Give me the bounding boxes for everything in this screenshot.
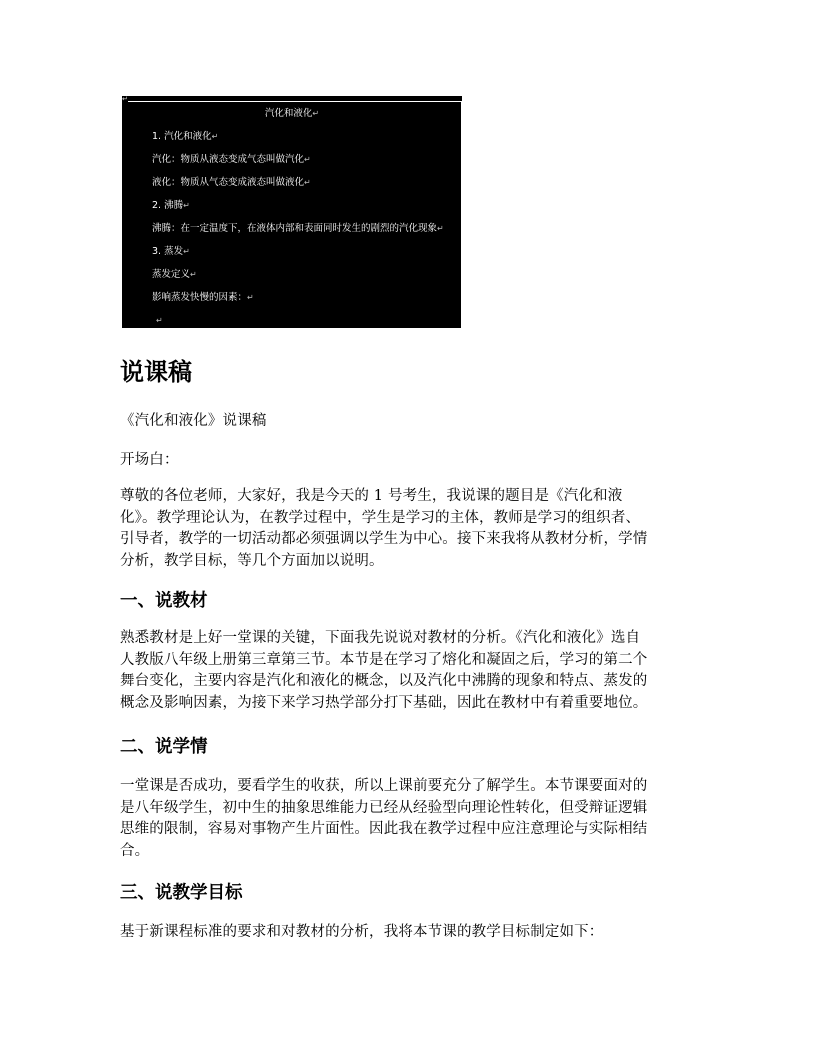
paragraph-mark-icon: ↵ — [183, 247, 190, 256]
section-heading-textbook: 一、说教材 — [120, 591, 208, 611]
board-line — [152, 177, 311, 189]
paragraph-line: 一堂课是否成功，要看学生的收获，所以上课前要充分了解学生。本节课要面对的 — [120, 778, 648, 794]
students-paragraph — [120, 776, 700, 862]
board-line-text: 汽化：物质从液态变成气态叫做汽化 — [152, 154, 305, 165]
paragraph-line: 是八年级学生，初中生的抽象思维能力已经从经验型向理论性转化，但受辩证逻辑 — [120, 799, 648, 816]
board-title: 汽化和液化 — [264, 108, 313, 119]
paragraph-mark-icon: ↵ — [156, 316, 163, 325]
paragraph-line: 尊敬的各位老师，大家好，我是今天的 1 号考生，我说课的题目是《汽化和液 — [120, 488, 623, 504]
paragraph-mark-icon: ↵ — [211, 132, 219, 141]
objectives-paragraph — [120, 922, 700, 944]
board-line — [152, 223, 444, 235]
board-right-border — [461, 101, 462, 328]
board-line-text: 液化：物质从气态变成液态叫做液化 — [152, 177, 305, 188]
blackboard-image — [122, 96, 462, 328]
paragraph-line: 概念及影响因素，为接下来学习热学部分打下基础，因此在教材中有着重要地位。 — [120, 694, 648, 711]
paragraph-line: 思维的限制，容易对事物产生片面性。因此我在教学过程中应注意理论与实际相结 — [120, 821, 648, 838]
paragraph-line: 人教版八年级上册第三章第三节。本节是在学习了熔化和凝固之后，学习的第二个 — [120, 651, 648, 668]
board-line — [156, 315, 163, 327]
paragraph-line: 熟悉教材是上好一堂课的关键，下面我先说说对教材的分析。《汽化和液化》选自 — [120, 630, 641, 646]
board-line-text: 蒸发定义 — [152, 269, 191, 280]
board-line-text: 影响蒸发快慢的因素： — [152, 292, 248, 303]
board-line-text: 2. 沸腾 — [152, 200, 184, 211]
opening-label — [120, 450, 700, 472]
paragraph-line: 基于新课程标准的要求和对教材的分析，我将本节课的教学目标制定如下： — [120, 924, 604, 940]
board-line — [152, 292, 254, 304]
board-line — [152, 131, 218, 143]
paragraph-line: 《汽化和液化》说课稿 — [120, 413, 267, 429]
paragraph-line: 分析，教学目标，等几个方面加以说明。 — [120, 552, 384, 569]
paragraph-mark-icon: ↵ — [122, 95, 128, 103]
opening-paragraph — [120, 486, 700, 572]
paragraph-line: 化》。教学理论认为，在教学过程中，学生是学习的主体，教师是学习的组织者、 — [120, 509, 641, 526]
board-line — [152, 269, 197, 281]
board-line-text: 3. 蒸发 — [152, 246, 184, 257]
lesson-subtitle — [120, 411, 700, 433]
paragraph-mark-icon: ↵ — [437, 224, 444, 233]
section-heading-students: 二、说学情 — [120, 737, 208, 757]
board-line-text: 沸腾：在一定温度下，在液体内部和表面同时发生的剧烈的汽化现象 — [152, 223, 438, 234]
paragraph-line: 引导者，教学的一切活动都必须强调以学生为中心。接下来我将从教材分析，学情 — [120, 531, 648, 548]
board-line — [152, 154, 311, 166]
paragraph-mark-icon: ↵ — [304, 178, 311, 187]
board-line — [152, 200, 190, 212]
page-title: 说课稿 — [120, 358, 192, 386]
textbook-paragraph — [120, 628, 700, 714]
section-heading-objectives: 三、说教学目标 — [120, 883, 243, 903]
board-line-text: 1. 汽化和液化 — [152, 131, 212, 142]
paragraph-mark-icon: ↵ — [312, 109, 320, 118]
paragraph-mark-icon: ↵ — [247, 293, 254, 302]
board-top-border — [128, 101, 462, 102]
paragraph-line: 合。 — [120, 842, 150, 859]
paragraph-mark-icon: ↵ — [183, 201, 190, 210]
paragraph-mark-icon: ↵ — [304, 155, 311, 164]
paragraph-line: 舞台变化，主要内容是汽化和液化的概念，以及汽化中沸腾的现象和特点、蒸发的 — [120, 673, 648, 690]
board-title-line — [122, 108, 462, 120]
paragraph-line: 开场白： — [120, 452, 179, 468]
board-line — [152, 246, 190, 258]
paragraph-mark-icon: ↵ — [190, 270, 197, 279]
